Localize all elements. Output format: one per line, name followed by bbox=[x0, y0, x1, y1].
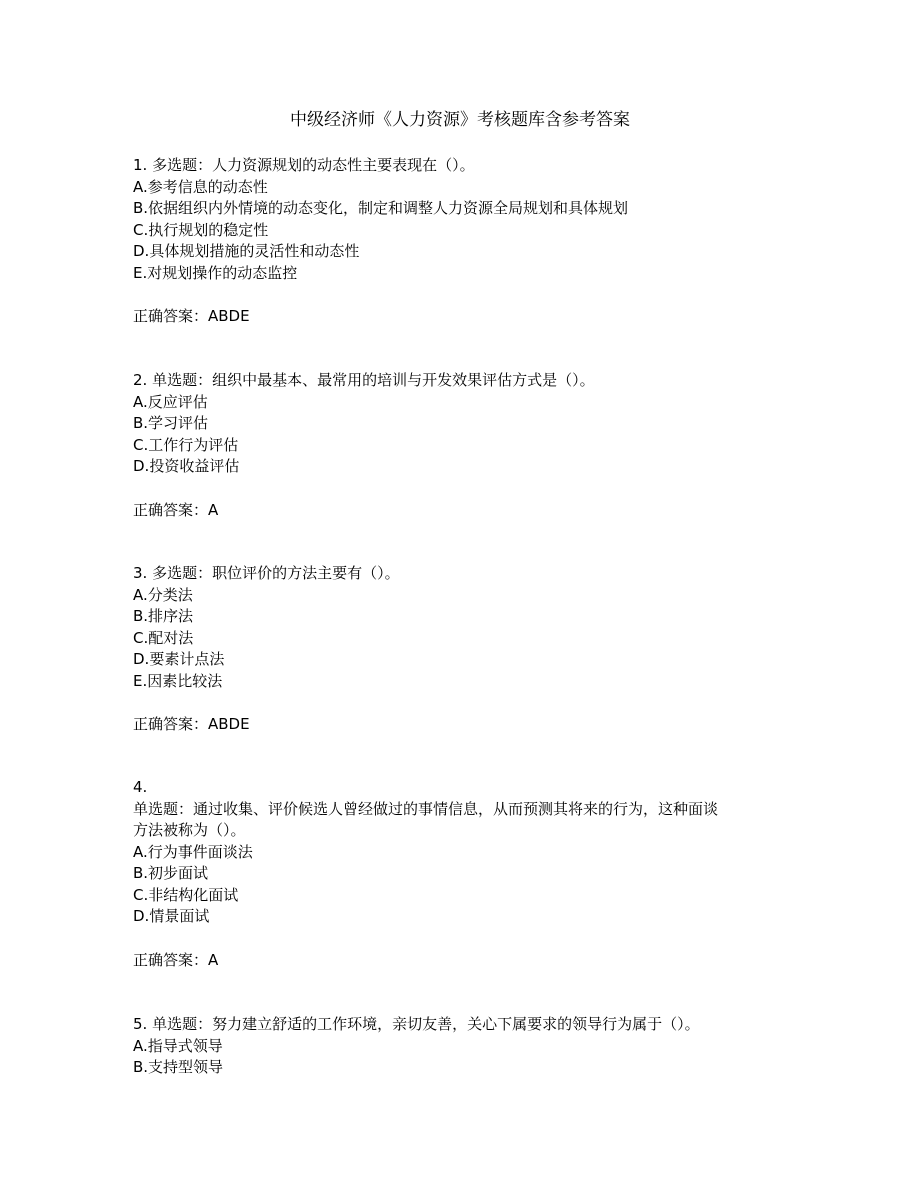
correct-answer: 正确答案：A bbox=[133, 500, 219, 519]
option-c: C.非结构化面试 bbox=[133, 885, 239, 904]
option-b: B.依据组织内外情境的动态变化，制定和调整人力资源全局规划和具体规划 bbox=[133, 199, 629, 217]
option-c: C.执行规划的稳定性 bbox=[133, 220, 269, 239]
question-stem: 2. 单选题：组织中最基本、最常用的培训与开发效果评估方式是（）。 bbox=[133, 371, 595, 389]
option-d: D.投资收益评估 bbox=[133, 457, 240, 475]
option-a: A.分类法 bbox=[133, 585, 193, 604]
option-b: B.初步面试 bbox=[133, 864, 209, 882]
option-d: D.要素计点法 bbox=[133, 650, 225, 668]
question-stem: 单选题：通过收集、评价候选人曾经做过的事情信息，从而预测其将来的行为，这种面谈 bbox=[133, 799, 719, 818]
option-a: A.指导式领导 bbox=[133, 1036, 223, 1055]
option-b: B.支持型领导 bbox=[133, 1058, 224, 1076]
option-a: A.参考信息的动态性 bbox=[133, 177, 268, 196]
question-number: 4. bbox=[133, 778, 148, 796]
option-a: A.反应评估 bbox=[133, 392, 208, 411]
question-2 bbox=[133, 370, 793, 521]
option-b: B.排序法 bbox=[133, 607, 194, 625]
option-e: E.对规划操作的动态监控 bbox=[133, 263, 298, 282]
option-c: C.配对法 bbox=[133, 628, 194, 647]
correct-answer: 正确答案：ABDE bbox=[133, 307, 250, 325]
option-a: A.行为事件面谈法 bbox=[133, 842, 253, 861]
question-stem: 3. 多选题：职位评价的方法主要有（）。 bbox=[133, 564, 400, 582]
question-4 bbox=[133, 777, 793, 971]
option-d: D.具体规划措施的灵活性和动态性 bbox=[133, 242, 360, 260]
option-e: E.因素比较法 bbox=[133, 671, 223, 690]
option-d: D.情景面试 bbox=[133, 907, 210, 925]
correct-answer: 正确答案：ABDE bbox=[133, 715, 250, 733]
question-3 bbox=[133, 563, 793, 736]
option-b: B.学习评估 bbox=[133, 414, 209, 432]
option-c: C.工作行为评估 bbox=[133, 435, 239, 454]
correct-answer: 正确答案：A bbox=[133, 950, 219, 969]
page-title: 中级经济师《人力资源》考核题库含参考答案 bbox=[290, 110, 630, 130]
question-stem: 1. 多选题：人力资源规划的动态性主要表现在（）。 bbox=[133, 156, 475, 174]
question-stem-continued: 方法被称为（）。 bbox=[133, 821, 246, 839]
question-5 bbox=[133, 1014, 793, 1079]
question-stem: 5. 单选题：努力建立舒适的工作环境，亲切友善，关心下属要求的领导行为属于（）。 bbox=[133, 1015, 700, 1033]
question-1 bbox=[133, 155, 793, 328]
